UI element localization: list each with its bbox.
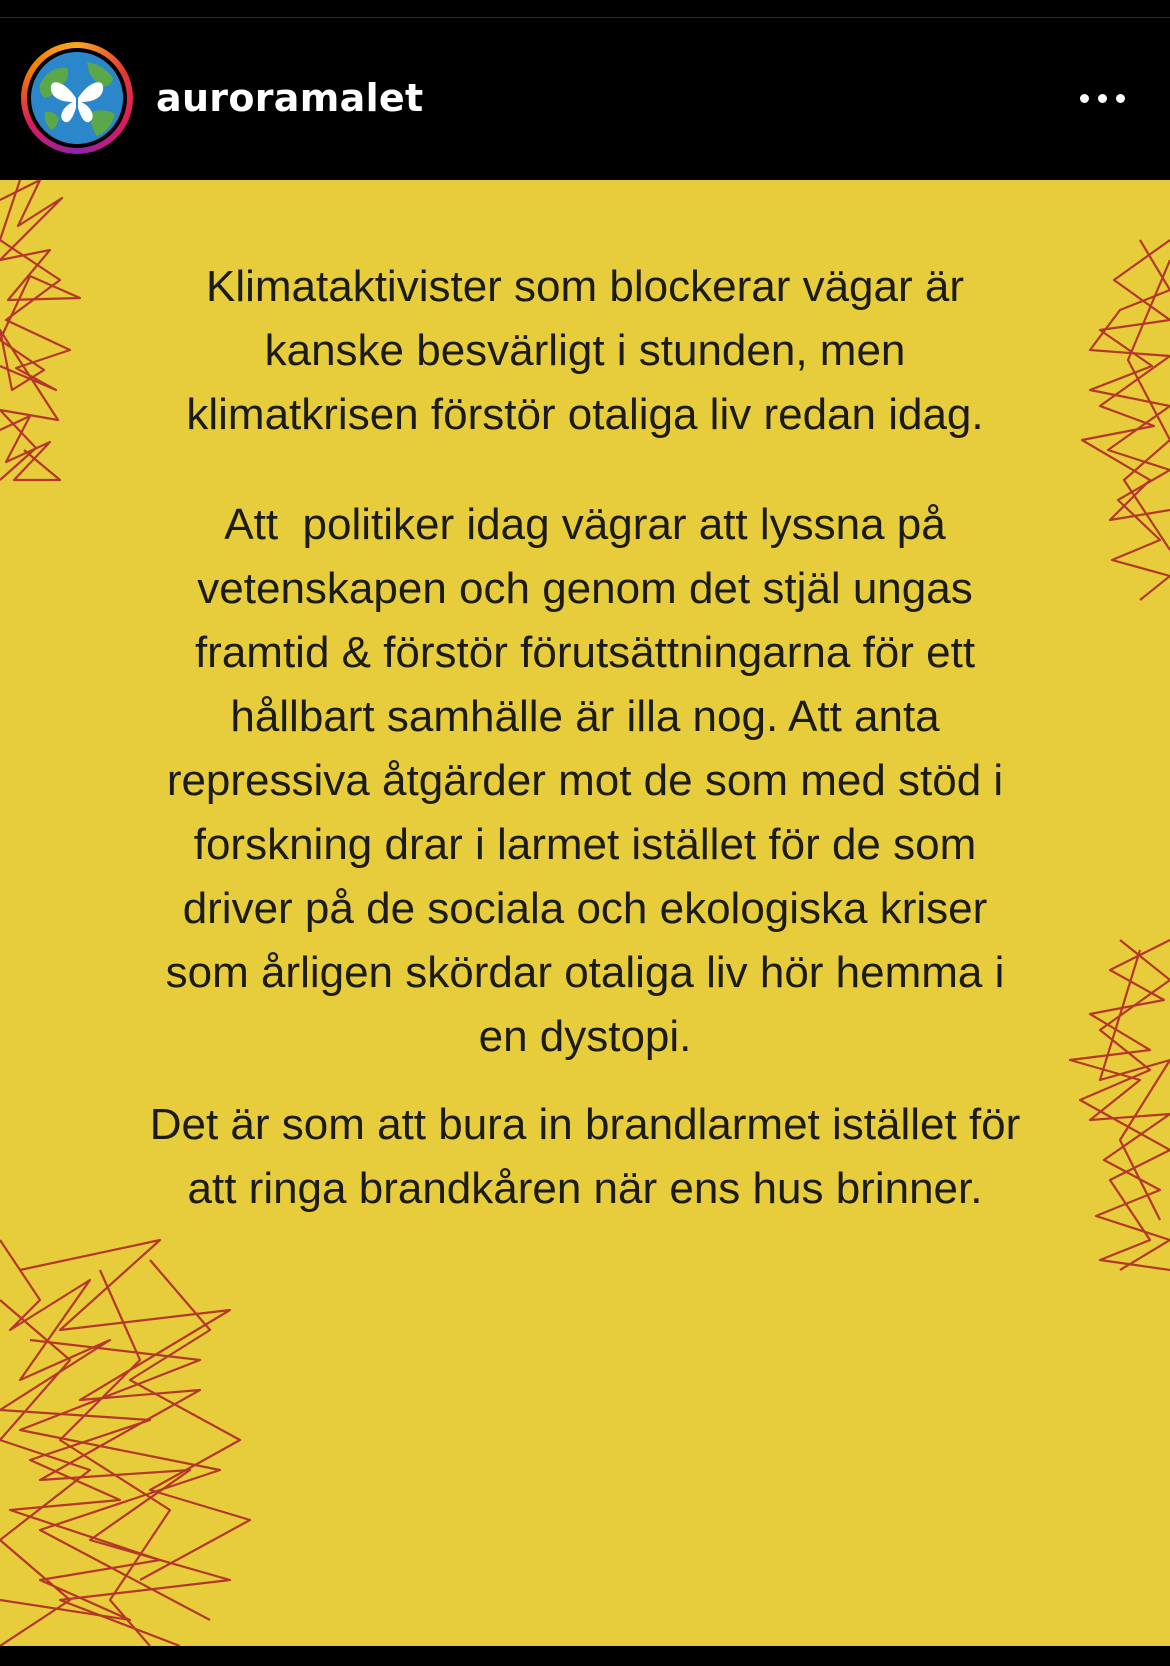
text-line: kanske besvärligt i stunden, men	[264, 326, 906, 375]
text-line: att ringa brandkåren när ens hus brinner.	[187, 1164, 983, 1213]
text-line: forskning drar i larmet istället för de som	[193, 820, 977, 869]
bottom-strip	[0, 1646, 1170, 1666]
text-line: hållbart samhälle är illa nog. Att anta	[230, 692, 940, 741]
text-line: Klimataktivister som blockerar vägar är	[205, 262, 964, 311]
earth-butterfly-logo-icon	[31, 52, 123, 144]
avatar[interactable]	[31, 52, 123, 144]
paragraph-conclusion	[0, 1093, 1170, 1221]
text-line: Att politiker idag vägrar att lyssna på	[224, 500, 946, 549]
text-line: som årligen skördar otaliga liv hör hemma i	[165, 948, 1005, 997]
text-line: driver på de sociala och ekologiska kriser	[182, 884, 988, 933]
story-ring[interactable]	[21, 42, 133, 154]
text-line: vetenskapen och genom det stjäl ungas	[197, 564, 973, 613]
text-line: Det är som att bura in brandlarmet istället för	[149, 1100, 1021, 1149]
more-horizontal-icon[interactable]	[1078, 80, 1128, 116]
paragraph-intro	[0, 255, 1170, 447]
text-line: klimatkrisen förstör otaliga liv redan idag.	[186, 390, 984, 439]
paragraph-main	[0, 493, 1170, 1069]
post-image	[0, 180, 1170, 1646]
username[interactable]: auroramalet	[156, 76, 424, 120]
text-line: framtid & förstör förutsättningarna för ett	[194, 628, 976, 677]
post-header	[0, 18, 1170, 180]
text-line: repressiva åtgärder mot de som med stöd i	[166, 756, 1004, 805]
text-line: en dystopi.	[478, 1012, 692, 1061]
status-strip	[0, 0, 1170, 18]
